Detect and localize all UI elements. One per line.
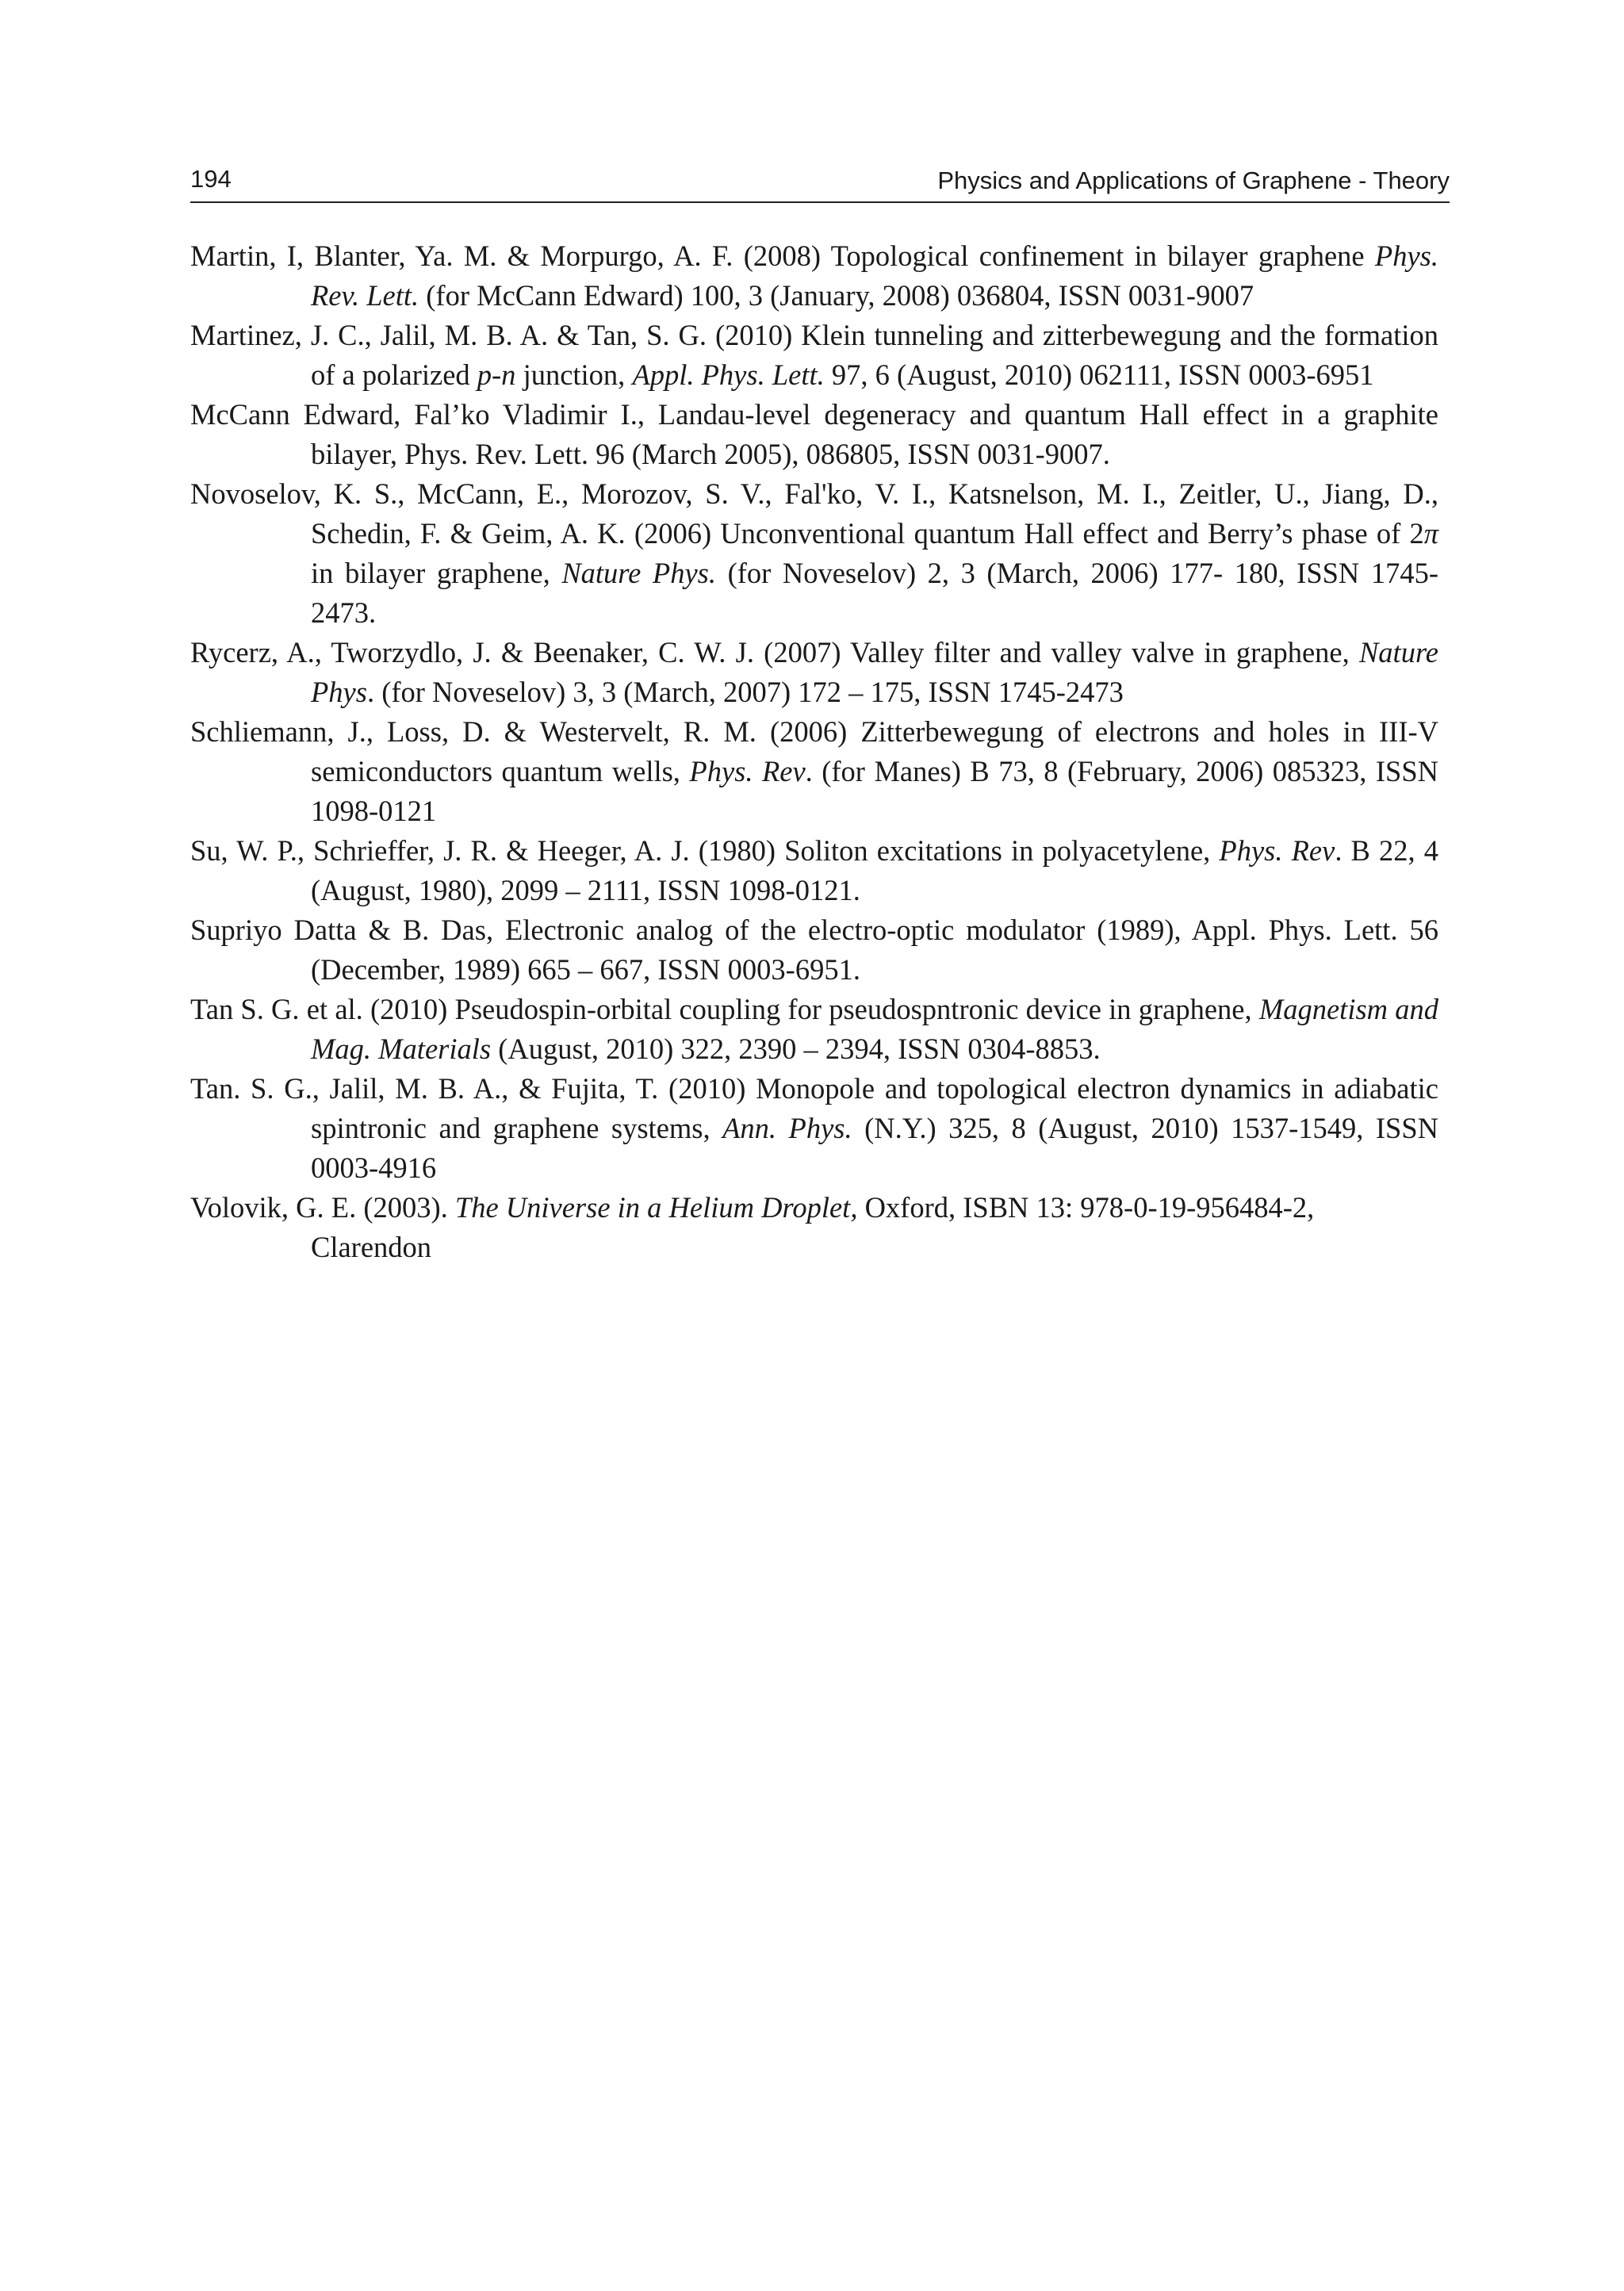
reference-entry: Supriyo Datta & B. Das, Electronic analog of the electro-optic modulator (1989), Appl. Phys. Lett. 56 (December, 1989) 665 – 667, ISSN 0003-6951.: [190, 914, 1438, 986]
reference-entry: Su, W. P., Schrieffer, J. R. & Heeger, A. J. (1980) Soliton excitations in polyacetylene, Phys. Rev. B 22, 4 (August, 1980), 2099 – 2111, ISSN 1098-0121.: [190, 834, 1438, 906]
running-title: Physics and Applications of Graphene - Theory: [937, 167, 1450, 194]
reference-entry: Novoselov, K. S., McCann, E., Morozov, S. V., Fal'ko, V. I., Katsnelson, M. I., Zeitler, U., Jiang, D., Schedin, F. & Geim, A. K. (2006) Unconventional quantum Hall effect and Berry’s phase of 2π in bilayer graphene, Nature Phys. (for Noveselov) 2, 3 (March, 2006) 177- 180, ISSN 1745-2473.: [190, 477, 1439, 629]
reference-entry: Rycerz, A., Tworzydlo, J. & Beenaker, C. W. J. (2007) Valley filter and valley valve in graphene, Nature Phys. (for Noveselov) 3, 3 (March, 2007) 172 – 175, ISSN 1745-2473: [190, 636, 1438, 708]
reference-entry: Martinez, J. C., Jalil, M. B. A. & Tan, S. G. (2010) Klein tunneling and zitterbewegung and the formation of a polarized p-n junction, Appl. Phys. Lett. 97, 6 (August, 2010) 062111, ISSN 0003-6951: [190, 319, 1438, 391]
reference-entry: Schliemann, J., Loss, D. & Westervelt, R. M. (2006) Zitterbewegung of electrons and holes in III-V semiconductors quantum wells, Phys. Rev. (for Manes) B 73, 8 (February, 2006) 085323, ISSN 1098-0121: [190, 715, 1438, 827]
page-number: 194: [190, 165, 232, 193]
reference-entry: Tan S. G. et al. (2010) Pseudospin-orbital coupling for pseudospntronic device in graphene, Magnetism and Mag. Materials (August, 2010) 322, 2390 – 2394, ISSN 0304-8853.: [190, 993, 1438, 1065]
reference-entry: Martin, I, Blanter, Ya. M. & Morpurgo, A. F. (2008) Topological confinement in bilayer graphene Phys. Rev. Lett. (for McCann Edward) 100, 3 (January, 2008) 036804, ISSN 0031-9007: [190, 239, 1438, 312]
reference-entry: McCann Edward, Fal’ko Vladimir I., Landau-level degeneracy and quantum Hall effect in a graphite bilayer, Phys. Rev. Lett. 96 (March 2005), 086805, ISSN 0031-9007.: [190, 398, 1438, 470]
page-header: [190, 163, 1450, 203]
reference-entry: Tan. S. G., Jalil, M. B. A., & Fujita, T. (2010) Monopole and topological electron dynamics in adiabatic spintronic and graphene systems, Ann. Phys. (N.Y.) 325, 8 (August, 2010) 1537-1549, ISSN 0003-4916: [190, 1072, 1438, 1184]
reference-entry: Volovik, G. E. (2003). The Universe in a Helium Droplet, Oxford, ISBN 13: 978-0-19-956484-2, Clarendon: [190, 1191, 1315, 1263]
reference-list: [190, 236, 1438, 1267]
